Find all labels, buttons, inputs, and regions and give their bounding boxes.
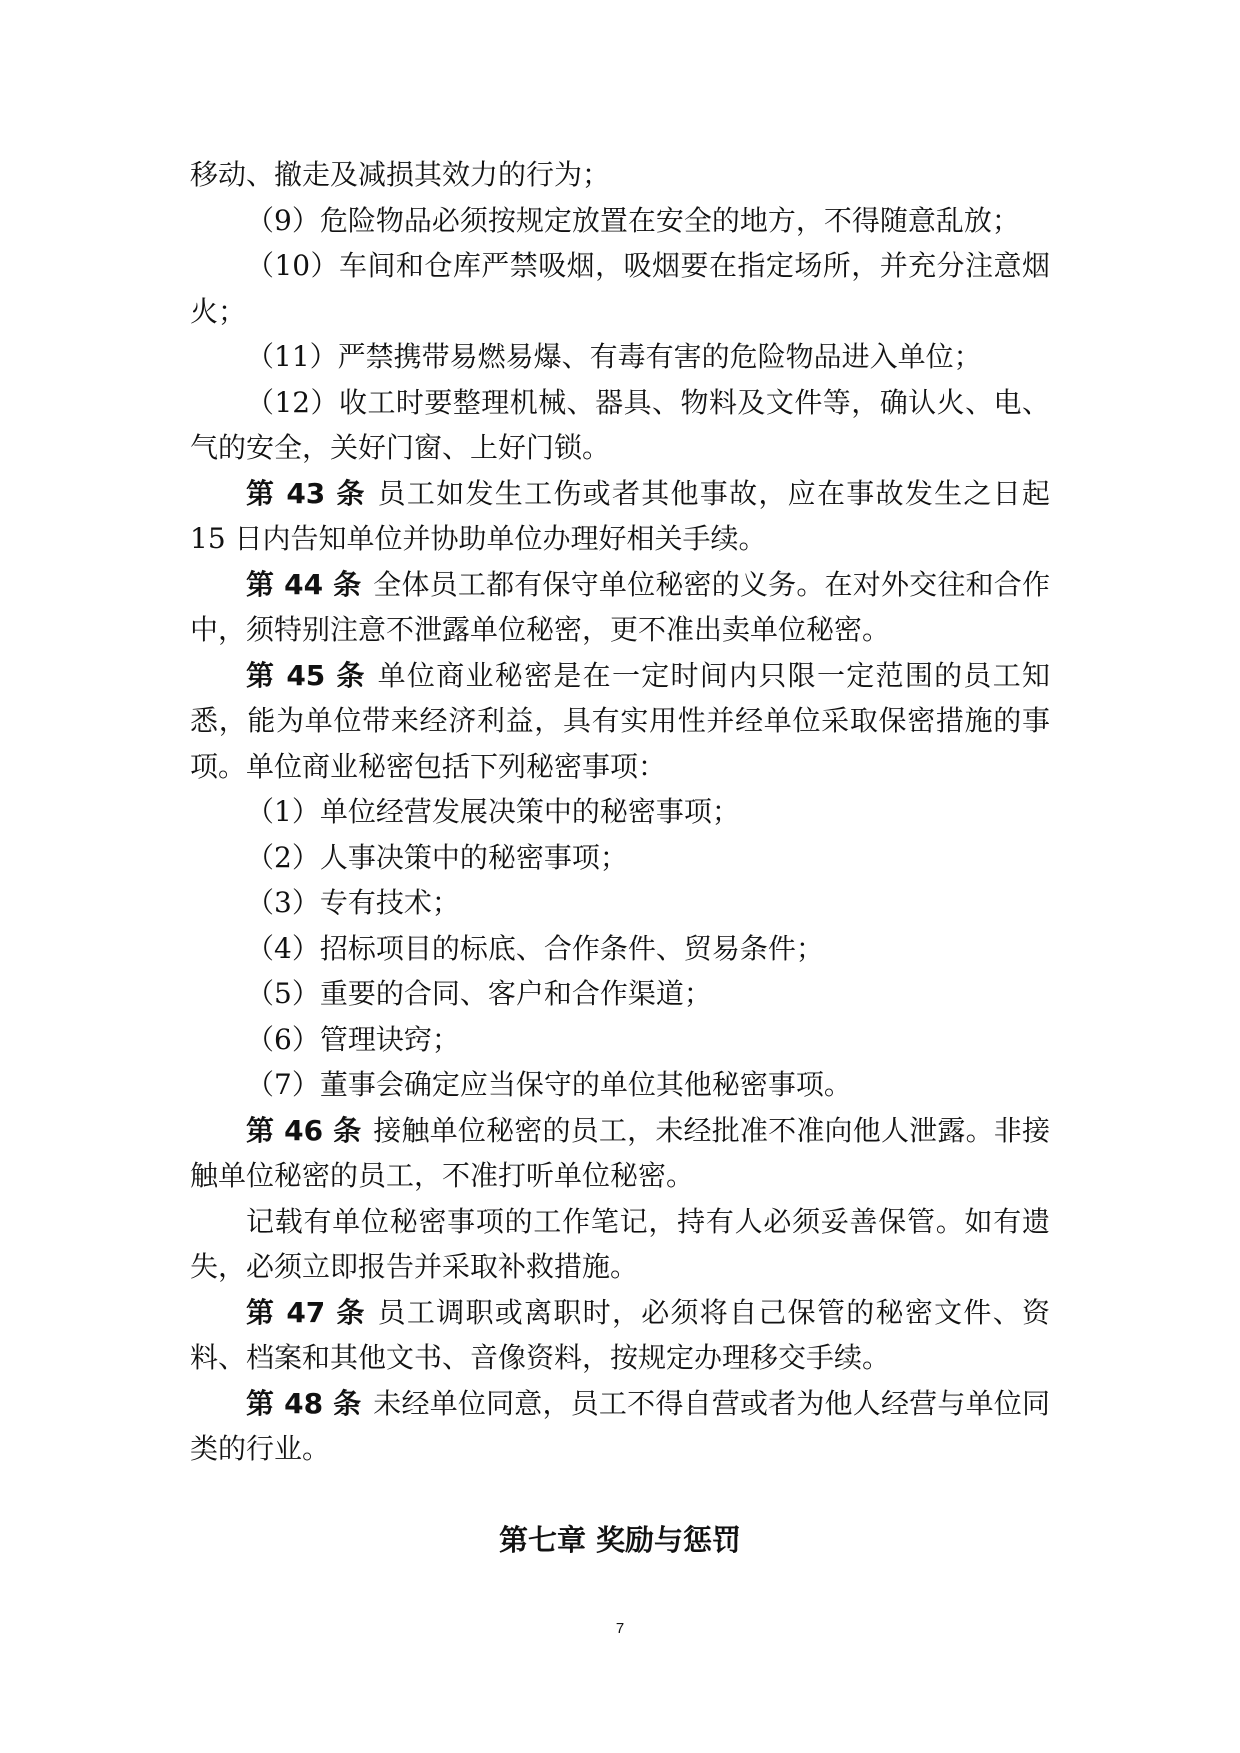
article-44-text: 全体员工都有保守单位秘密的义务。在对外交往和合作中，须特别注意不泄露单位秘密，更不准出卖单位秘密。 — [190, 567, 1050, 646]
article-46-number: 第 46 条 — [246, 1113, 362, 1147]
secret-item-5: （5）重要的合同、客户和合作渠道； — [246, 977, 712, 1010]
secret-item-3: （3）专有技术； — [246, 886, 460, 919]
article-45-text: 单位商业秘密是在一定时间内只限一定范围的员工知悉，能为单位带来经济利益，具有实用性并经单位采取保密措施的事项。单位商业秘密包括下列秘密事项： — [190, 658, 1050, 783]
body-text — [190, 152, 1050, 1472]
article-46-text: 接触单位秘密的员工，未经批准不准向他人泄露。非接触单位秘密的员工，不准打听单位秘密。 — [190, 1113, 1050, 1192]
article-44-number: 第 44 条 — [246, 567, 362, 601]
secret-item-2: （2）人事决策中的秘密事项； — [246, 840, 628, 874]
article-43-number: 第 43 条 — [246, 476, 366, 510]
article-47-text: 员工调职或离职时，必须将自己保管的秘密文件、资料、档案和其他文书、音像资料，按规定办理移交手续。 — [190, 1295, 1050, 1374]
article-45-number: 第 45 条 — [246, 658, 366, 692]
article-48-number: 第 48 条 — [246, 1386, 362, 1420]
continued-line: 移动、撤走及减损其效力的行为； — [190, 158, 611, 191]
article-48-text: 未经单位同意，员工不得自营或者为他人经营与单位同类的行业。 — [190, 1386, 1050, 1465]
article-44 — [190, 562, 1050, 653]
page-number: 7 — [615, 1620, 625, 1637]
chapter-heading: 第七章 奖励与惩罚 — [498, 1523, 742, 1557]
article-46-paragraph-2: 记载有单位秘密事项的工作笔记，持有人必须妥善保管。如有遗失，必须立即报告并采取补救措施。 — [190, 1204, 1050, 1283]
article-46 — [190, 1108, 1050, 1199]
list-item-9: （9）危险物品必须按规定放置在安全的地方，不得随意乱放； — [246, 203, 1020, 237]
article-43 — [190, 471, 1050, 562]
secret-item-1: （1）单位经营发展决策中的秘密事项； — [246, 795, 740, 828]
list-item-10: （10）车间和仓库严禁吸烟，吸烟要在指定场所，并充分注意烟火； — [190, 249, 1050, 328]
secret-item-7: （7）董事会确定应当保守的单位其他秘密事项。 — [246, 1068, 852, 1101]
article-45 — [190, 653, 1050, 790]
list-item-11: （11）严禁携带易燃易爆、有毒有害的危险物品进入单位； — [246, 340, 982, 373]
article-48 — [190, 1381, 1050, 1472]
article-47-number: 第 47 条 — [246, 1295, 366, 1329]
secret-item-6: （6）管理诀窍； — [246, 1022, 460, 1056]
list-item-12: （12）收工时要整理机械、器具、物料及文件等，确认火、电、气的安全，关好门窗、上好门锁。 — [190, 385, 1050, 464]
article-43-text: 员工如发生工伤或者其他事故，应在事故发生之日起 15 日内告知单位并协助单位办理好相关手续。 — [190, 476, 1050, 555]
secret-item-4: （4）招标项目的标底、合作条件、贸易条件； — [246, 931, 824, 965]
article-47 — [190, 1290, 1050, 1381]
